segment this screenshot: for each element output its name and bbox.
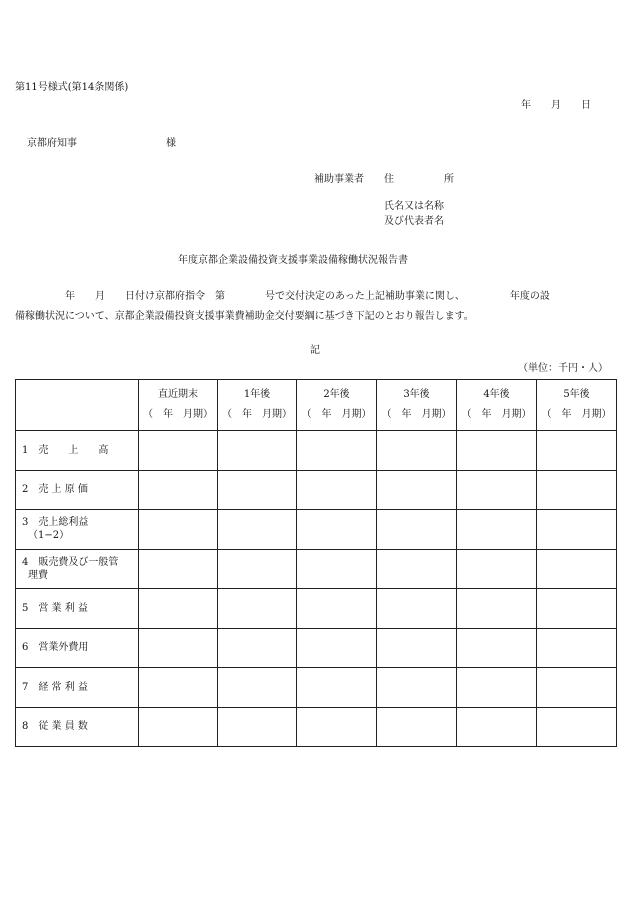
value-cell[interactable] [297, 470, 377, 510]
value-cell[interactable] [457, 431, 537, 471]
address-label: 住 所 [384, 174, 454, 185]
value-cell[interactable] [297, 707, 377, 747]
value-cell[interactable] [377, 510, 457, 550]
value-cell[interactable] [218, 668, 297, 708]
value-cell[interactable] [218, 470, 297, 510]
row-label: 8 従 業 員 数 [16, 707, 139, 747]
body-line-1: 年 月 日付け京都府指令 第 号で交付決定のあった上記補助事業に関し、 年度の設 [15, 291, 550, 302]
row-label: 3 売上総利益 （1−2） [16, 510, 139, 550]
form-number: 第11号様式(第14条関係) [15, 82, 129, 93]
value-cell[interactable] [377, 668, 457, 708]
value-cell[interactable] [537, 668, 617, 708]
value-cell[interactable] [218, 549, 297, 589]
name-label-2: 及び代表者名 [384, 216, 444, 227]
value-cell[interactable] [457, 628, 537, 668]
value-cell[interactable] [297, 549, 377, 589]
row-label: 5 営 業 利 益 [16, 589, 139, 629]
value-cell[interactable] [218, 589, 297, 629]
applicant-role-label: 補助事業者 [314, 174, 364, 185]
value-cell[interactable] [537, 707, 617, 747]
table-row [16, 549, 617, 589]
body-paragraph [15, 287, 617, 327]
header-cell-year-2: 2年後 （ 年 月期） [297, 380, 377, 431]
row-label: 7 経 常 利 益 [16, 668, 139, 708]
table-row [16, 628, 617, 668]
table-row [16, 707, 617, 747]
value-cell[interactable] [377, 628, 457, 668]
value-cell[interactable] [457, 470, 537, 510]
value-cell[interactable] [139, 589, 218, 629]
header-cell-year-1: 1年後 （ 年 月期） [218, 380, 297, 431]
value-cell[interactable] [139, 470, 218, 510]
row-label: 4 販売費及び一般管 理費 [16, 549, 139, 589]
value-cell[interactable] [377, 431, 457, 471]
table-row [16, 589, 617, 629]
header-cell-year-4: 4年後 （ 年 月期） [457, 380, 537, 431]
document-title: 年度京都企業設備投資支援事業設備稼働状況報告書 [178, 255, 408, 266]
report-table [15, 379, 617, 747]
value-cell[interactable] [218, 431, 297, 471]
row-label: 2 売 上 原 価 [16, 470, 139, 510]
value-cell[interactable] [457, 707, 537, 747]
header-cell-recent: 直近期末 （ 年 月期） [139, 380, 218, 431]
addressee: 京都府知事 [27, 138, 77, 149]
value-cell[interactable] [218, 628, 297, 668]
table-row [16, 668, 617, 708]
value-cell[interactable] [297, 510, 377, 550]
value-cell[interactable] [139, 510, 218, 550]
body-line-2: 備稼働状況について、京都企業設備投資支援事業費補助金交付要綱に基づき下記のとおり報告します。 [15, 311, 474, 322]
value-cell[interactable] [537, 549, 617, 589]
table-row [16, 431, 617, 471]
header-cell-year-3: 3年後 （ 年 月期） [377, 380, 457, 431]
value-cell[interactable] [218, 510, 297, 550]
table-row [16, 470, 617, 510]
table-row [16, 510, 617, 550]
value-cell[interactable] [457, 668, 537, 708]
value-cell[interactable] [297, 668, 377, 708]
value-cell[interactable] [139, 549, 218, 589]
value-cell[interactable] [297, 628, 377, 668]
value-cell[interactable] [218, 707, 297, 747]
unit-note: （単位：千円・人） [518, 363, 608, 374]
value-cell[interactable] [377, 589, 457, 629]
row-label: 1 売 上 高 [16, 431, 139, 471]
value-cell[interactable] [139, 707, 218, 747]
value-cell[interactable] [139, 668, 218, 708]
value-cell[interactable] [139, 431, 218, 471]
header-cell-year-5: 5年後 （ 年 月期） [537, 380, 617, 431]
value-cell[interactable] [457, 589, 537, 629]
value-cell[interactable] [537, 510, 617, 550]
name-label-1: 氏名又は名称 [384, 201, 444, 212]
value-cell[interactable] [537, 589, 617, 629]
value-cell[interactable] [537, 628, 617, 668]
addressee-suffix: 様 [166, 138, 176, 149]
value-cell[interactable] [457, 549, 537, 589]
value-cell[interactable] [377, 470, 457, 510]
value-cell[interactable] [139, 628, 218, 668]
row-label: 6 営業外費用 [16, 628, 139, 668]
value-cell[interactable] [537, 470, 617, 510]
value-cell[interactable] [537, 431, 617, 471]
value-cell[interactable] [297, 431, 377, 471]
ki-heading: 記 [310, 345, 320, 356]
table-header-row [16, 380, 617, 431]
value-cell[interactable] [377, 549, 457, 589]
value-cell[interactable] [377, 707, 457, 747]
header-blank-cell [16, 380, 139, 431]
value-cell[interactable] [297, 589, 377, 629]
date-line: 年 月 日 [521, 100, 591, 111]
value-cell[interactable] [457, 510, 537, 550]
